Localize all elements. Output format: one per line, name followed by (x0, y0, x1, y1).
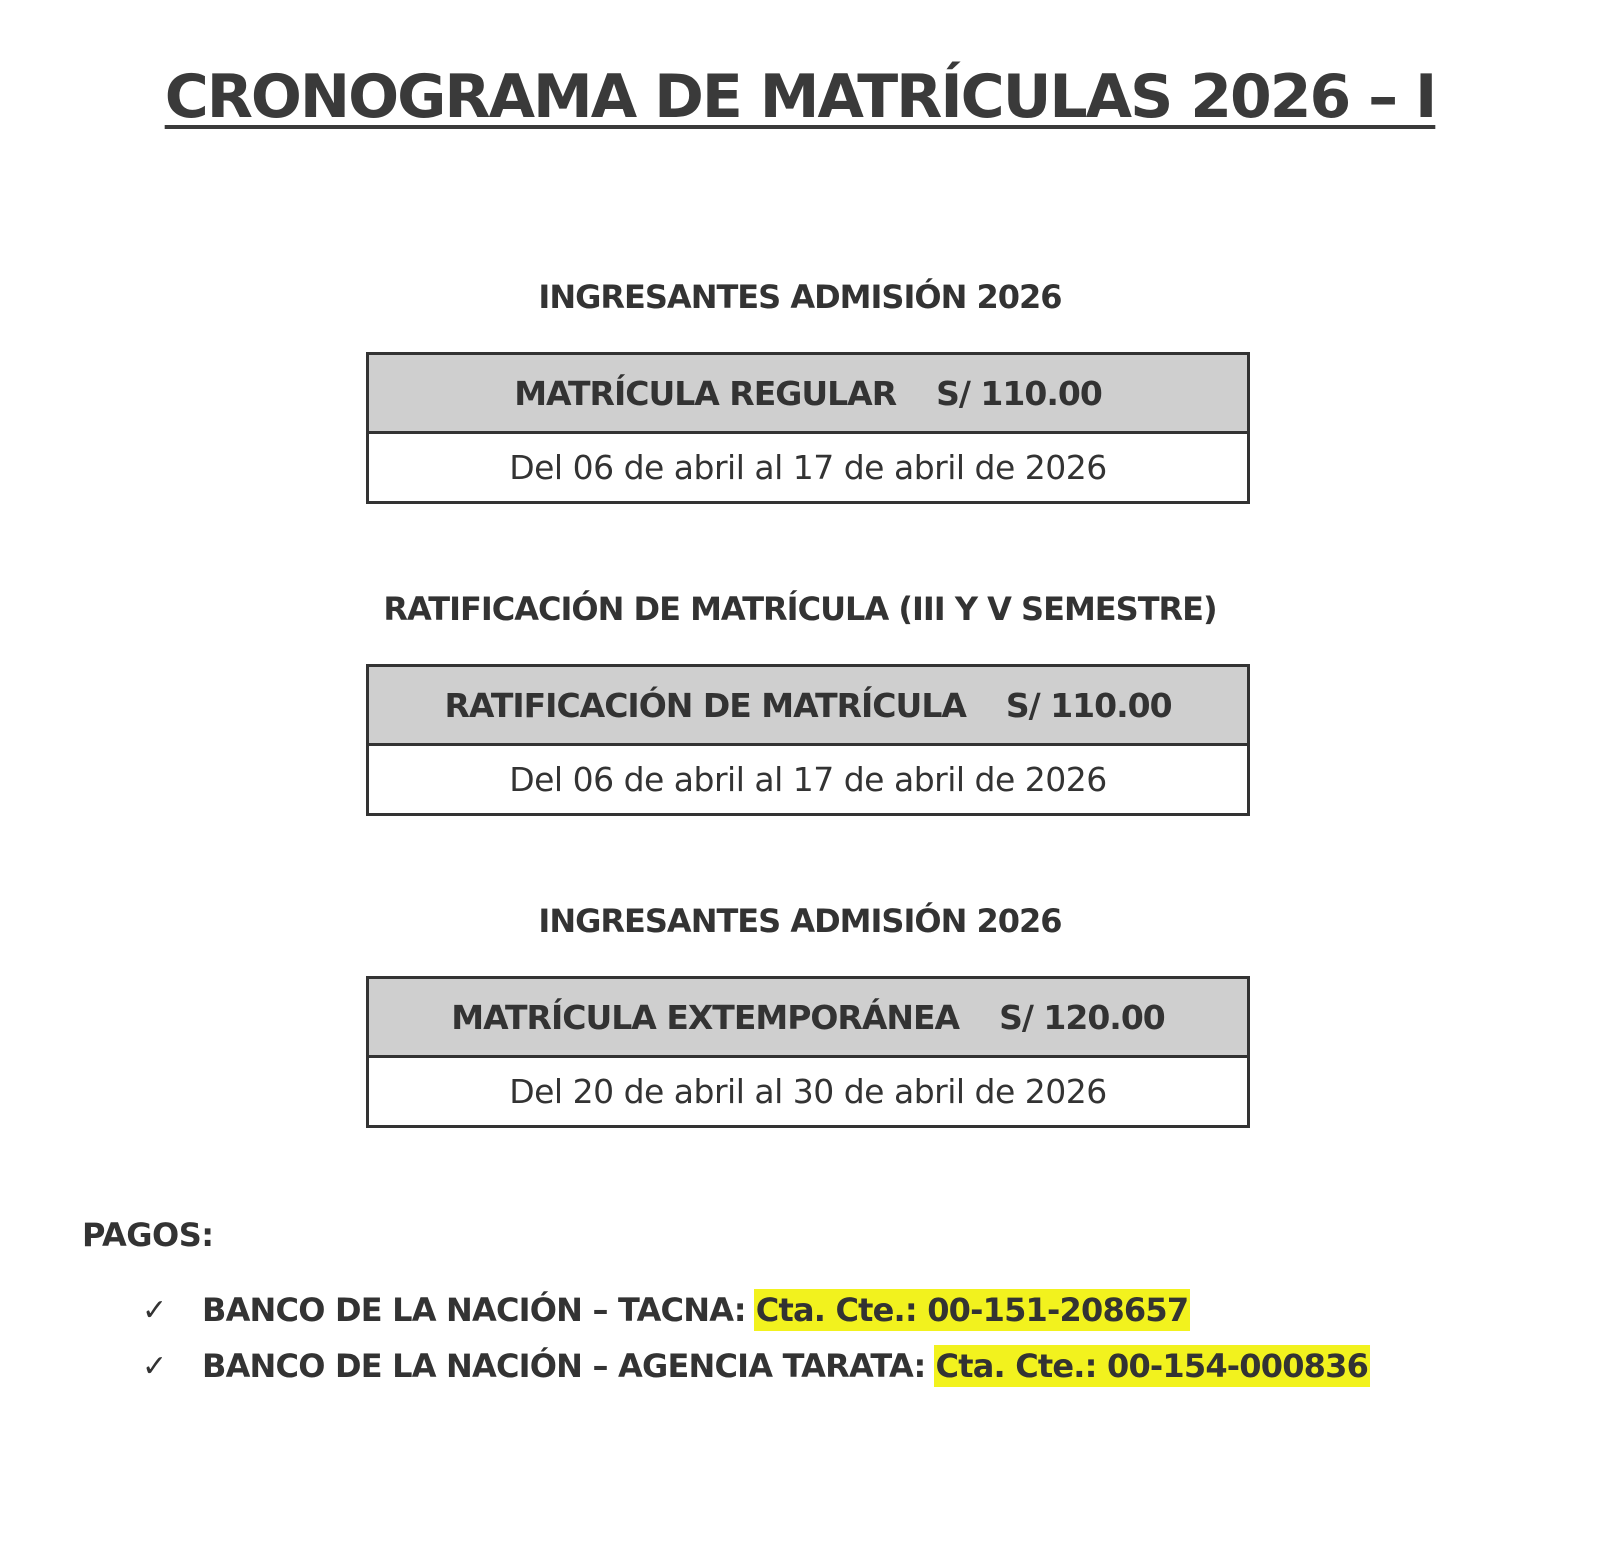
page-title (0, 62, 1600, 132)
payment-account: Cta. Cte.: 00-154-000836 (935, 1347, 1369, 1385)
checkmark-icon: ✓ (142, 1348, 167, 1384)
schedule-box-ratificacion (366, 664, 1250, 816)
payments-list (142, 1282, 1370, 1394)
schedule-price: S/ 110.00 (936, 373, 1102, 413)
schedule-dates: Del 20 de abril al 30 de abril de 2026 (509, 1072, 1107, 1111)
schedule-box-header (369, 355, 1247, 434)
section-heading-ingresantes-extemporanea: INGRESANTES ADMISIÓN 2026 (538, 902, 1062, 940)
payment-bank: BANCO DE LA NACIÓN – AGENCIA TARATA: (202, 1347, 926, 1385)
payment-account: Cta. Cte.: 00-151-208657 (755, 1291, 1189, 1329)
payment-item-tarata (142, 1338, 1370, 1394)
checkmark-icon: ✓ (142, 1292, 167, 1328)
payments-label: PAGOS: (82, 1216, 214, 1254)
schedule-box-header (369, 667, 1247, 746)
schedule-dates: Del 06 de abril al 17 de abril de 2026 (509, 760, 1107, 799)
payment-item-tacna (142, 1282, 1370, 1338)
schedule-label: MATRÍCULA EXTEMPORÁNEA (451, 997, 960, 1037)
schedule-box-header (369, 979, 1247, 1058)
section-heading-ratificacion: RATIFICACIÓN DE MATRÍCULA (III Y V SEMESTRE) (383, 590, 1217, 628)
schedule-label: RATIFICACIÓN DE MATRÍCULA (444, 685, 966, 725)
schedule-box-regular (366, 352, 1250, 504)
schedule-box-extemporanea (366, 976, 1250, 1128)
schedule-label: MATRÍCULA REGULAR (514, 373, 897, 413)
schedule-price: S/ 110.00 (1005, 685, 1172, 725)
payment-bank: BANCO DE LA NACIÓN – TACNA: (202, 1291, 746, 1329)
section-heading-ingresantes: INGRESANTES ADMISIÓN 2026 (538, 278, 1062, 316)
page-title-text: CRONOGRAMA DE MATRÍCULAS 2026 – I (164, 62, 1436, 132)
schedule-price: S/ 120.00 (999, 997, 1165, 1037)
schedule-dates: Del 06 de abril al 17 de abril de 2026 (509, 448, 1107, 487)
